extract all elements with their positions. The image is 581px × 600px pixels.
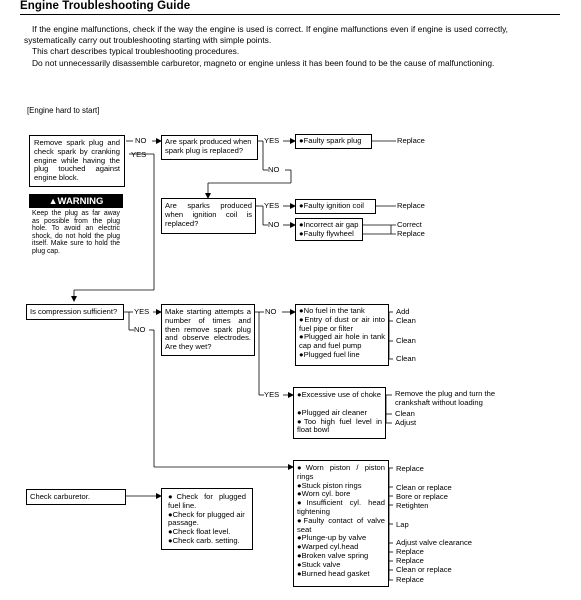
air-gap-flywheel-box	[295, 218, 363, 241]
action-label: Replace	[397, 136, 425, 145]
check-carburetor-box: Check carburetor.	[26, 489, 126, 505]
action-label: Replace	[397, 201, 425, 210]
action-label: Replace	[396, 575, 424, 584]
cause-item: ●Plunge-up by valve	[297, 533, 367, 543]
yes-label: YES	[264, 136, 280, 145]
warning-text: Keep the plug as far away as possible from the plug hole. To avoid an electric shock, do not hold the plug itself. Make sure to hold the plug cap.	[32, 210, 120, 255]
cause-item: ●Stuck piston rings	[297, 480, 362, 490]
action-label: Correct	[397, 220, 422, 229]
cause-item: ●Worn cyl. bore	[297, 489, 351, 499]
action-label: Clean	[396, 316, 416, 325]
section-title: [Engine hard to start]	[27, 106, 100, 115]
yes-label: YES	[264, 390, 280, 399]
no-label: NO	[268, 165, 280, 174]
dry-plug-causes-box	[295, 304, 389, 366]
coil-replaced-question-box: Are sparks produced when ignition coil is replaced?	[161, 198, 256, 234]
no-label: NO	[134, 325, 146, 334]
cause-item: ●Broken valve spring	[297, 550, 369, 560]
action-label: Replace	[396, 547, 424, 556]
cause-item: ●Plugged air cleaner	[297, 407, 368, 417]
cause-item: ●Too high fuel level in float bowl	[297, 416, 382, 435]
action-label: Adjust	[395, 418, 417, 427]
wet-plug-causes-box	[293, 387, 386, 439]
warning-heading-text: WARNING	[57, 196, 104, 207]
carb-check-item: ●Check carb. setting.	[168, 535, 240, 545]
action-label: Add	[396, 307, 410, 316]
yes-label: YES	[131, 150, 147, 159]
cause-item: ●Incorrect air gap	[299, 220, 359, 229]
carb-check-item: ●Check for plugged fuel line.	[168, 492, 246, 510]
action-label: Replace	[396, 464, 424, 473]
no-label: NO	[265, 307, 277, 316]
action-label: Clean	[396, 354, 416, 363]
check-spark-box: Remove spark plug and check spark by cranking engine while having the plug touched against engine block.	[29, 135, 125, 187]
ignition-coil-box: ●Faulty ignition coil	[295, 199, 376, 214]
action-label: Adjust valve clearance	[396, 538, 472, 547]
no-label: NO	[135, 136, 147, 145]
cause-item: ●Excessive use of choke	[297, 390, 381, 399]
carburetor-checks-box	[161, 488, 253, 550]
intro-paragraph-3: Do not unnecessarily disassemble carburetor, magneto or engine unless it has been found to be the cause of malfunctioning.	[32, 57, 495, 68]
no-label: NO	[268, 220, 280, 229]
cause-item: ●Plugged air hole in tank cap and fuel pump	[299, 332, 385, 351]
compression-question-box: Is compression sufficient?	[26, 304, 124, 320]
action-label: Remove the plug and turn the crankshaft without loading	[395, 389, 496, 407]
cause-item: ●Faulty flywheel	[299, 228, 354, 238]
warning-box	[29, 194, 123, 256]
yes-label: YES	[134, 307, 150, 316]
cause-item: ●No fuel in the tank	[299, 306, 365, 315]
starting-attempts-box: Make starting attempts a number of times and then remove spark plug and observe electrodes. Are they wet?	[161, 304, 255, 356]
cause-item: ●Insufficient cyl. head tightening	[297, 498, 385, 516]
compression-causes-box	[293, 460, 389, 587]
spark-replaced-question-box: Are spark produced when spark plug is replaced?	[161, 135, 258, 160]
cause-item: ●Worn piston / piston rings	[297, 463, 385, 481]
cause-item: ●Stuck valve	[297, 559, 341, 569]
intro-paragraph-2: This chart describes typical troubleshooting procedures.	[32, 46, 240, 57]
yes-label: YES	[264, 201, 280, 210]
action-label: Clean	[395, 409, 415, 418]
cause-item: ●Faulty contact of valve seat	[297, 515, 385, 534]
action-label: Replace	[397, 229, 425, 238]
faulty-plug-box: ●Faulty spark plug	[295, 134, 372, 149]
cause-item: ●Warped cyl.head	[297, 542, 359, 552]
cause-item: ●Entry of dust or air into fuel pipe or filter	[299, 314, 385, 333]
action-label: Retighten	[396, 501, 429, 510]
action-label: Clean or replace	[396, 483, 452, 492]
action-label: Lap	[396, 520, 409, 529]
action-label: Clean or replace	[396, 565, 452, 574]
page-title: Engine Troubleshooting Guide	[20, 0, 191, 12]
intro-paragraph-1: If the engine malfunctions, check if the way the engine is used is correct. If engine malfunctions even if engine is used correctly, systematically carry out troubleshooting starting with simple points.	[24, 24, 508, 46]
warning-heading	[29, 194, 123, 208]
action-label: Clean	[396, 336, 416, 345]
action-label: Replace	[396, 556, 424, 565]
cause-item: ●Plugged fuel line	[299, 349, 360, 359]
cause-item: ●Burned head gasket	[297, 568, 370, 578]
action-label: Bore or replace	[396, 492, 448, 501]
carb-check-item: ●Check for plugged air passage.	[168, 509, 245, 528]
carb-check-item: ●Check float level.	[168, 527, 231, 537]
warning-icon: ▲	[48, 196, 58, 206]
